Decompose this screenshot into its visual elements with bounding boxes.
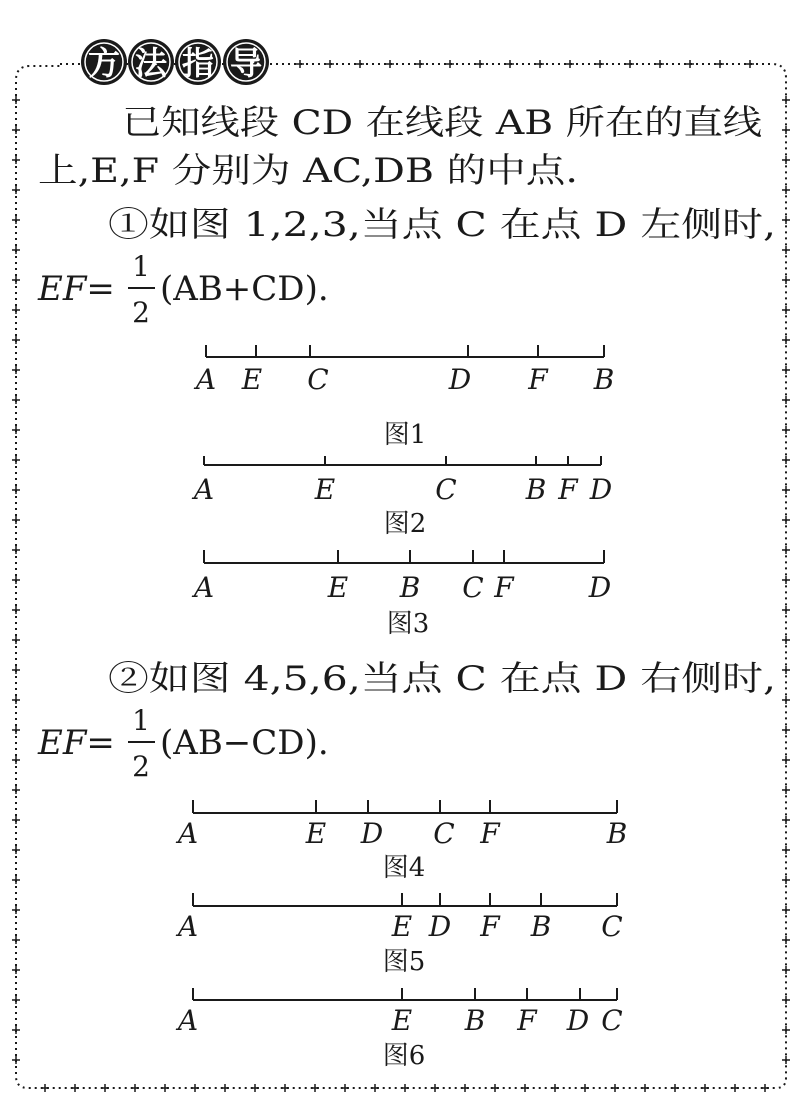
point-label-D: D (566, 1004, 590, 1037)
cross-mark (782, 456, 790, 464)
point-label-D: D (428, 910, 452, 943)
cross-mark (551, 1084, 559, 1092)
cross-mark (12, 876, 20, 884)
cross-mark (12, 576, 20, 584)
figure-5 (175, 893, 623, 977)
cross-mark (686, 60, 694, 68)
figure-caption: 图6 (382, 1041, 426, 1071)
cross-mark (782, 876, 790, 884)
cross-mark (12, 816, 20, 824)
badge-2 (128, 39, 174, 85)
point-label-A: A (177, 1004, 199, 1037)
figure-3 (191, 550, 611, 639)
point-label-B: B (593, 363, 615, 396)
cross-mark (12, 996, 20, 1004)
badge-1 (81, 39, 127, 85)
cross-mark (506, 60, 514, 68)
cross-mark (341, 1084, 349, 1092)
point-label-D: D (360, 817, 384, 850)
cross-mark (12, 1026, 20, 1034)
point-label-B: B (464, 1004, 486, 1037)
cross-mark (12, 456, 20, 464)
point-label-F: F (494, 571, 514, 604)
point-label-D: D (448, 363, 472, 396)
cross-mark (12, 1056, 20, 1064)
cross-mark (671, 1084, 679, 1092)
cross-mark (782, 996, 790, 1004)
cross-mark (12, 636, 20, 644)
badge-4 (223, 39, 269, 85)
figure-2 (191, 456, 612, 539)
point-label-F: F (558, 473, 578, 506)
point-label-A: A (193, 473, 215, 506)
case2-formula-denominator: 2 (132, 750, 150, 783)
cross-mark (782, 186, 790, 194)
cross-mark (401, 1084, 409, 1092)
cross-mark (521, 1084, 529, 1092)
point-label-A: A (193, 571, 215, 604)
cross-mark (782, 756, 790, 764)
cross-mark (782, 126, 790, 134)
cross-mark (12, 756, 20, 764)
cross-mark (782, 606, 790, 614)
cross-mark (782, 426, 790, 434)
intro-line-2: 上,E,F 分别为 AC,DB 的中点. (38, 151, 578, 191)
figure-caption: 图4 (382, 853, 426, 883)
cross-mark (461, 1084, 469, 1092)
cross-mark (536, 60, 544, 68)
point-label-B: B (530, 910, 552, 943)
case1-line: ①如图 1,2,3,当点 C 在点 D 左侧时, (108, 205, 776, 245)
badge-char: 方 (87, 44, 121, 82)
cross-mark (161, 1084, 169, 1092)
cross-mark (641, 1084, 649, 1092)
cross-mark (782, 816, 790, 824)
cross-mark (12, 156, 20, 164)
cross-mark (101, 1084, 109, 1092)
figure-caption: 图2 (383, 509, 427, 539)
cross-mark (431, 1084, 439, 1092)
point-label-C: C (601, 1004, 623, 1037)
cross-mark (782, 726, 790, 734)
cross-mark (782, 786, 790, 794)
cross-mark (782, 366, 790, 374)
point-label-A: A (177, 910, 199, 943)
point-label-E: E (305, 817, 327, 850)
cross-mark (782, 246, 790, 254)
cross-mark (251, 1084, 259, 1092)
point-label-C: C (601, 910, 623, 943)
cross-mark (71, 1084, 79, 1092)
cross-mark (782, 906, 790, 914)
cross-mark (12, 366, 20, 374)
cross-mark (12, 186, 20, 194)
point-label-D: D (588, 571, 612, 604)
cross-mark (782, 696, 790, 704)
cross-mark (221, 1084, 229, 1092)
cross-mark (581, 1084, 589, 1092)
cross-mark (371, 1084, 379, 1092)
cross-mark (761, 1084, 769, 1092)
cross-mark (782, 216, 790, 224)
cross-mark (12, 306, 20, 314)
case2-formula-rhs: (AB−CD). (160, 723, 329, 763)
cross-mark (716, 60, 724, 68)
point-label-C: C (307, 363, 329, 396)
cross-mark (491, 1084, 499, 1092)
cross-mark (611, 1084, 619, 1092)
cross-mark (701, 1084, 709, 1092)
cross-mark (296, 60, 304, 68)
figure-1 (193, 345, 614, 450)
point-label-E: E (314, 473, 336, 506)
figure-caption: 图1 (383, 420, 427, 450)
cross-mark (782, 1056, 790, 1064)
cross-mark (131, 1084, 139, 1092)
point-label-A: A (177, 817, 199, 850)
cross-mark (281, 1084, 289, 1092)
point-label-F: F (480, 817, 500, 850)
case1-formula-denominator: 2 (132, 296, 150, 329)
cross-mark (12, 906, 20, 914)
point-label-D: D (589, 473, 613, 506)
badge-3 (175, 39, 221, 85)
point-label-A: A (195, 363, 217, 396)
cross-mark (731, 1084, 739, 1092)
cross-mark (326, 60, 334, 68)
case1-formula-rhs: (AB+CD). (160, 269, 329, 309)
cross-mark (782, 1026, 790, 1034)
case1-formula-lhs: EF= (38, 269, 115, 309)
cross-mark (12, 936, 20, 944)
figure-4 (175, 800, 627, 883)
cross-mark (782, 966, 790, 974)
figure-6 (175, 988, 623, 1071)
cross-mark (12, 336, 20, 344)
cross-mark (782, 336, 790, 344)
cross-mark (596, 60, 604, 68)
cross-mark (12, 846, 20, 854)
figure-caption: 图5 (382, 947, 426, 977)
cross-mark (782, 636, 790, 644)
cross-mark (782, 276, 790, 284)
cross-mark (416, 60, 424, 68)
case1-formula-numerator: 1 (132, 250, 150, 283)
method-guide-badges (81, 39, 269, 85)
point-label-C: C (462, 571, 484, 604)
cross-mark (191, 1084, 199, 1092)
case2-formula-lhs: EF= (38, 723, 115, 763)
cross-mark (12, 516, 20, 524)
cross-mark (782, 306, 790, 314)
cross-mark (782, 936, 790, 944)
point-label-B: B (606, 817, 628, 850)
badge-char: 指 (181, 44, 215, 82)
point-label-C: C (435, 473, 457, 506)
cross-mark (12, 486, 20, 494)
point-label-B: B (525, 473, 547, 506)
case2-formula-numerator: 1 (132, 704, 150, 737)
cross-mark (12, 246, 20, 254)
cross-mark (782, 576, 790, 584)
cross-mark (12, 966, 20, 974)
cross-mark (12, 696, 20, 704)
cross-mark (12, 606, 20, 614)
cross-mark (626, 60, 634, 68)
cross-mark (782, 96, 790, 104)
cross-mark (782, 846, 790, 854)
point-label-E: E (327, 571, 349, 604)
cross-mark (476, 60, 484, 68)
figure-caption: 图3 (386, 609, 430, 639)
cross-mark (12, 126, 20, 134)
cross-mark (566, 60, 574, 68)
cross-mark (746, 60, 754, 68)
cross-mark (356, 60, 364, 68)
cross-mark (782, 486, 790, 494)
point-label-C: C (433, 817, 455, 850)
intro-line-1: 已知线段 CD 在线段 AB 所在的直线 (122, 103, 762, 143)
cross-mark (12, 426, 20, 434)
point-label-F: F (517, 1004, 537, 1037)
cross-mark (41, 1084, 49, 1092)
cross-mark (12, 216, 20, 224)
cross-mark (12, 786, 20, 794)
cross-mark (782, 666, 790, 674)
cross-mark (656, 60, 664, 68)
cross-mark (782, 516, 790, 524)
point-label-E: E (391, 1004, 413, 1037)
point-label-E: E (391, 910, 413, 943)
cross-mark (446, 60, 454, 68)
cross-mark (12, 666, 20, 674)
cross-mark (782, 396, 790, 404)
point-label-B: B (399, 571, 421, 604)
badge-char: 法 (134, 44, 168, 82)
point-label-E: E (241, 363, 263, 396)
point-label-F: F (480, 910, 500, 943)
cross-mark (311, 1084, 319, 1092)
cross-mark (12, 546, 20, 554)
case2-line: ②如图 4,5,6,当点 C 在点 D 右侧时, (108, 659, 776, 699)
cross-mark (386, 60, 394, 68)
cross-mark (12, 396, 20, 404)
cross-mark (782, 156, 790, 164)
cross-mark (12, 276, 20, 284)
cross-mark (12, 726, 20, 734)
badge-char: 导 (229, 44, 263, 82)
cross-mark (782, 546, 790, 554)
point-label-F: F (528, 363, 548, 396)
cross-mark (12, 96, 20, 104)
